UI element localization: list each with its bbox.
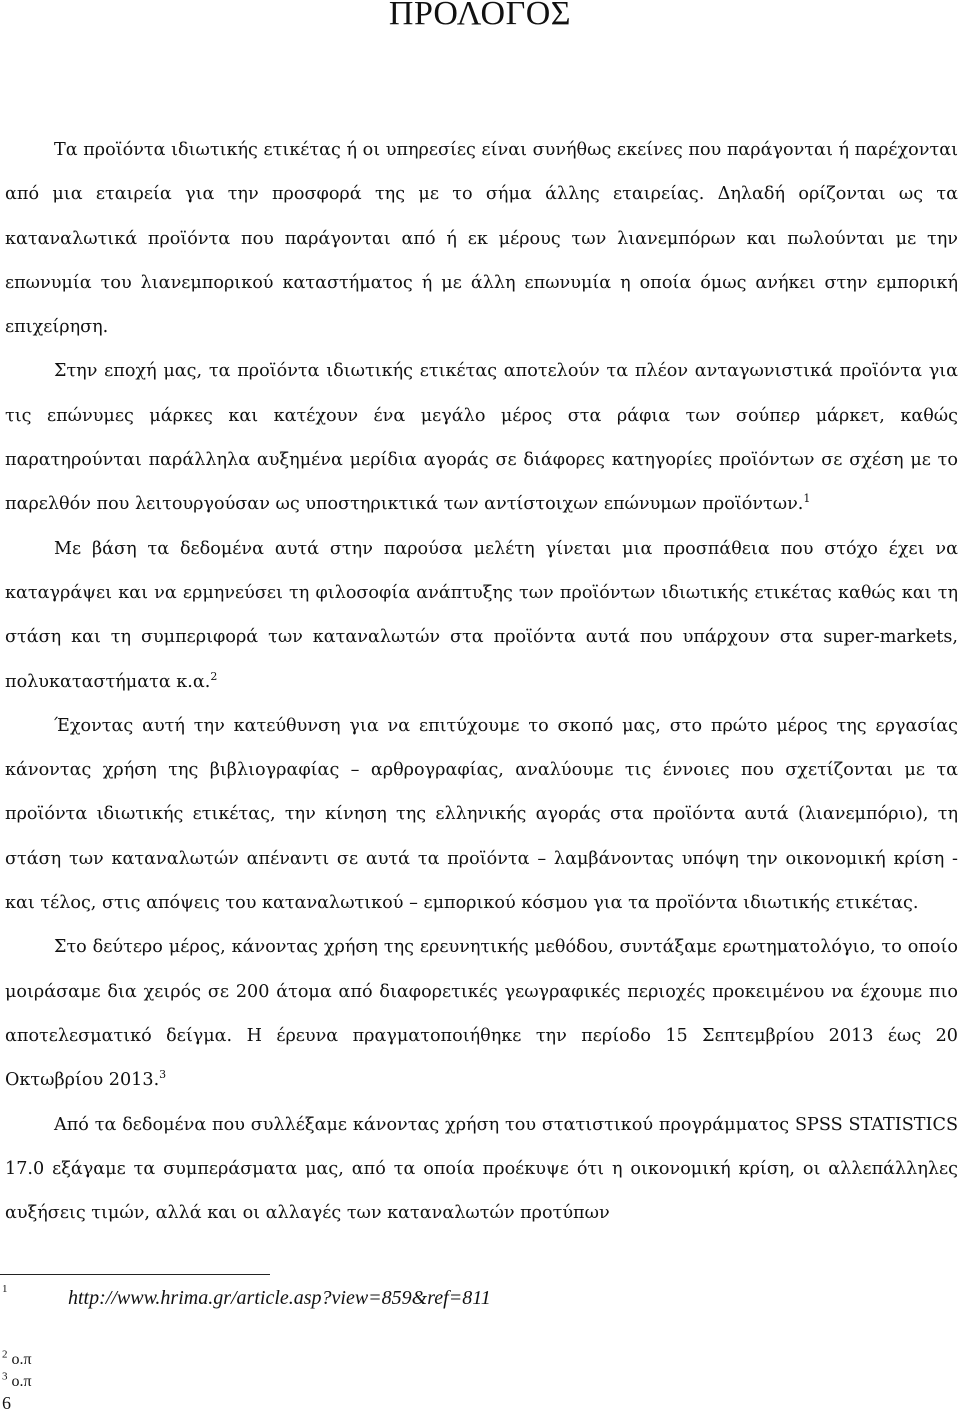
footnote-text: ο.π — [11, 1351, 32, 1368]
footnote-text: ο.π — [11, 1373, 32, 1390]
paragraph-3 — [5, 527, 958, 704]
paragraph-text: Έχοντας αυτή την κατεύθυνση για να επιτύχουμε το σκοπό μας, στο πρώτο μέρος της εργασίας κάνοντας χρήση της βιβλιογραφίας – αρθρογραφίας, αναλύουμε τις έννοιες που σχετίζονται με τα προϊόντα ιδιωτικής ετικέτας, την κίνηση της ελληνικής αγοράς στα προϊόντα αυτά (λιανεμπόριο), τη στάση των καταναλωτών απέναντι σε αυτά τα προϊόντα – λαμβάνοντας υπόψη την οικονομική κρίση - και τέλος, στις απόψεις του καταναλωτικού – εμπορικού κόσμου για τα προϊόντα ιδιωτικής ετικέτας. — [5, 715, 958, 914]
footnote-separator — [0, 1274, 270, 1275]
paragraph-text: Με βάση τα δεδομένα αυτά στην παρούσα μελέτη γίνεται μια προσπάθεια που στόχο έχει να καταγράψει και να ερμηνεύσει τη φιλοσοφία ανάπτυξης των προϊόντων ιδιωτικής ετικέτας καθώς και τη στάση και τη συμπεριφορά των καταναλωτών στα προϊόντα αυτά που υπάρχουν στα super-markets, πολυκαταστήματα κ.α. — [5, 538, 958, 692]
footnote-mark: 2 — [2, 1348, 8, 1361]
paragraph-6 — [5, 1103, 958, 1236]
paragraph-text: Τα προϊόντα ιδιωτικής ετικέτας ή οι υπηρεσίες είναι συνήθως εκείνες που παράγονται ή παρέχονται από μια εταιρεία για την προσφορά της με το σήμα άλλης εταιρείας. Δηλαδή ορίζονται ως τα καταναλωτικά προϊόντα που παράγονται από ή εκ μέρους των λιανεμπόρων και πωλούνται με την επωνυμία του λιανεμπορικού καταστήματος ή με άλλη επωνυμία η οποία όμως ανήκει στην εμπορική επιχείρηση. — [5, 140, 958, 338]
footnote-1: 1 http://www.hrima.gr/article.asp?view=859&ref=811 — [2, 1282, 491, 1309]
footnote-mark: 3 — [2, 1370, 8, 1383]
paragraph-4 — [5, 704, 958, 925]
page-number: 6 — [2, 1393, 11, 1413]
page-title: ΠΡΟΛΟΓΟΣ — [388, 0, 572, 32]
paragraph-2 — [5, 349, 958, 526]
paragraph-text: Στην εποχή μας, τα προϊόντα ιδιωτικής ετικέτας αποτελούν τα πλέον ανταγωνιστικά προϊόντα για τις επώνυμες μάρκες και κατέχουν ένα μεγάλο μέρος στα ράφια των σούπερ μάρκετ, καθώς παρατηρούνται παράλληλα αυξημένα μερίδια αγοράς σε διάφορες κατηγορίες προϊόντων σε σχέση με το παρελθόν που λειτουργούσαν ως υποστηρικτικά των αντίστοιχων επώνυμων προϊόντων. — [5, 361, 958, 515]
footnote-3 — [2, 1370, 32, 1391]
paragraph-text: Από τα δεδομένα που συλλέξαμε κάνοντας χρήση του στατιστικού προγράμματος SPSS STATISTICS 17.0 εξάγαμε τα συμπεράσματα μας, από τα οποία προέκυψε ότι η οικονομική κρίση, οι αλλεπάλληλες αυξήσεις τιμών, αλλά και οι αλλαγές των καταναλωτών προτύπων — [5, 1114, 958, 1224]
footnote-link[interactable]: http://www.hrima.gr/article.asp?view=859&ref=811 — [68, 1287, 491, 1309]
footnote-ref: 3 — [159, 1068, 167, 1082]
footnote-2 — [2, 1348, 32, 1369]
footnote-ref: 1 — [803, 492, 811, 506]
paragraph-1 — [5, 128, 958, 349]
footnote-ref: 2 — [210, 669, 218, 683]
paragraph-5 — [5, 925, 958, 1102]
paragraph-text: Στο δεύτερο μέρος, κάνοντας χρήση της ερευνητικής μεθόδου, συντάξαμε ερωτηματολόγιο, το οποίο μοιράσαμε δια χειρός σε 200 άτομα από διαφορετικές γεωγραφικές περιοχές προκειμένου να έχουμε πιο αποτελεσματικό δείγμα. Η έρευνα πραγματοποιήθηκε την περίοδο 15 Σεπτεμβρίου 2013 έως 20 Οκτωβρίου 2013. — [5, 937, 958, 1091]
body-text — [5, 128, 958, 1235]
